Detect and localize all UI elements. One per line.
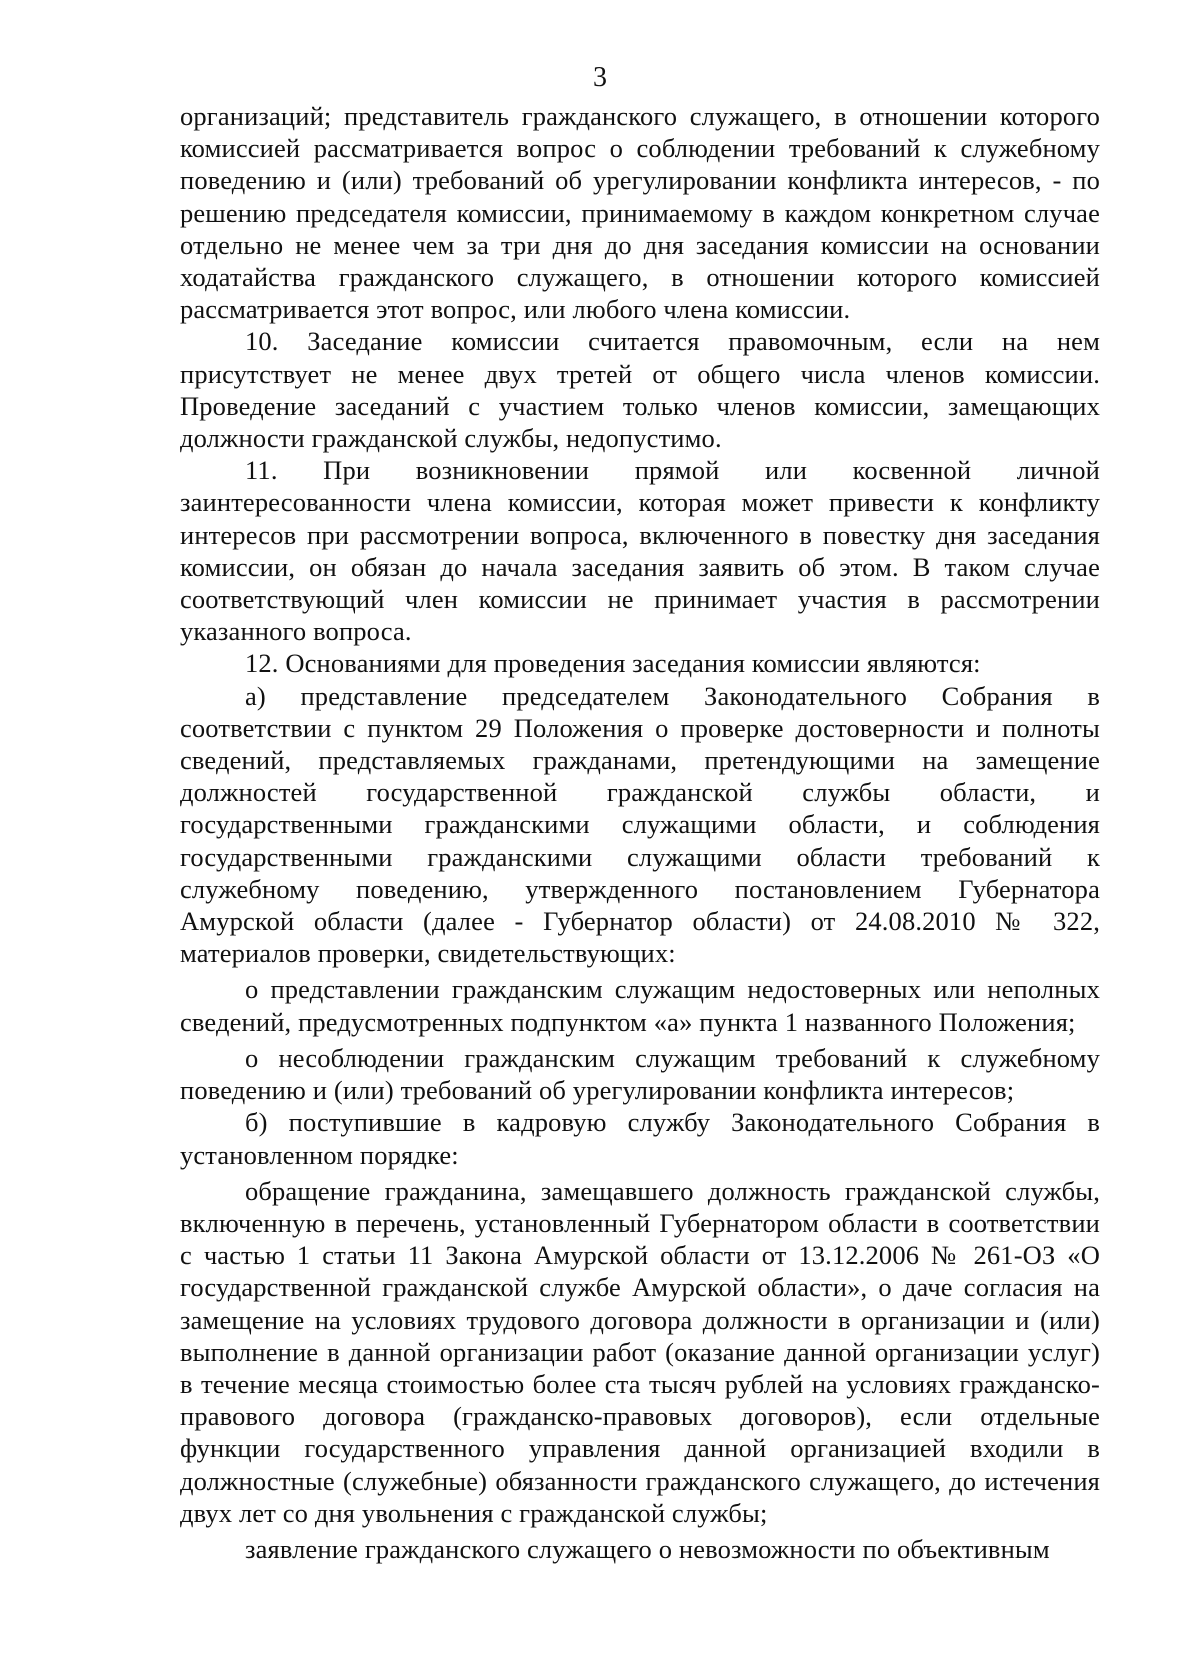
paragraph-item-10: 10. Заседание комиссии считается правомочным, если на нем присутствует не менее двух третей от общего числа членов комиссии. Проведение заседаний с участием только членов комиссии, замещающих должности гражданской службы, недопустимо. (180, 326, 1100, 454)
paragraph-item-12: 12. Основаниями для проведения заседания комиссии являются: (245, 648, 981, 679)
paragraph-subitem-b-2: заявление гражданского служащего о невозможности по объективным (245, 1533, 1050, 1564)
paragraph-subitem-a: а) представление председателем Законодательного Собрания в соответствии с пунктом 29 Положения о проверке достоверности и полноты сведений, представляемых гражданами, претендующими на замещение должностей государственной гражданской службы области, и государственными гражданскими служащими области, и соблюдения государственными гражданскими служащими области требований к служебному поведению, утвержденного постановлением Губернатора Амурской области (далее - Губернатор области) от 24.08.2010 № 322, материалов проверки, свидетельствующих: (180, 680, 1100, 969)
page-number: 3 (593, 62, 607, 93)
paragraph-subitem-a-2: о несоблюдении гражданским служащим требований к служебному поведению и (или) требований об урегулировании конфликта интересов; (180, 1042, 1100, 1106)
document-body (180, 100, 1100, 1565)
paragraph-subitem-b-1: обращение гражданина, замещавшего должность гражданской службы, включенную в перечень, установленный Губернатором области в соответствии с частью 1 статьи 11 Закона Амурской области от 13.12.2006 № 261-ОЗ «О государственной гражданской службе Амурской области», о даче согласия на замещение на условиях трудового договора должности в организации и (или) выполнение в данной организации работ (оказание данной организации услуг) в течение месяца стоимостью более ста тысяч рублей на условиях гражданско-правового договора (гражданско-правовых договоров), если отдельные функции государственного управления данной организацией входили в должностные (служебные) обязанности гражданского служащего, до истечения двух лет со дня увольнения с гражданской службы; (180, 1175, 1100, 1528)
paragraph-item-11: 11. При возникновении прямой или косвенной личной заинтересованности члена комиссии, которая может привести к конфликту интересов при рассмотрении вопроса, включенного в повестку дня заседания комиссии, он обязан до начала заседания заявить об этом. В таком случае соответствующий член комиссии не принимает участия в рассмотрении указанного вопроса. (180, 455, 1100, 647)
paragraph-subitem-b: б) поступившие в кадровую службу Законодательного Собрания в установленном порядке: (180, 1107, 1100, 1170)
paragraph-continuation: организаций; представитель гражданского служащего, в отношении которого комиссией рассматривается вопрос о соблюдении требований к служебному поведению и (или) требований об урегулировании конфликта интересов, - по решению председателя комиссии, принимаемому в каждом конкретном случае отдельно не менее чем за три дня до дня заседания комиссии на основании ходатайства гражданского служащего, в отношении которого комиссией рассматривается этот вопрос, или любого члена комиссии. (180, 101, 1100, 325)
paragraph-subitem-a-1: о представлении гражданским служащим недостоверных или неполных сведений, предусмотренных подпунктом «а» пункта 1 названного Положения; (180, 974, 1100, 1037)
